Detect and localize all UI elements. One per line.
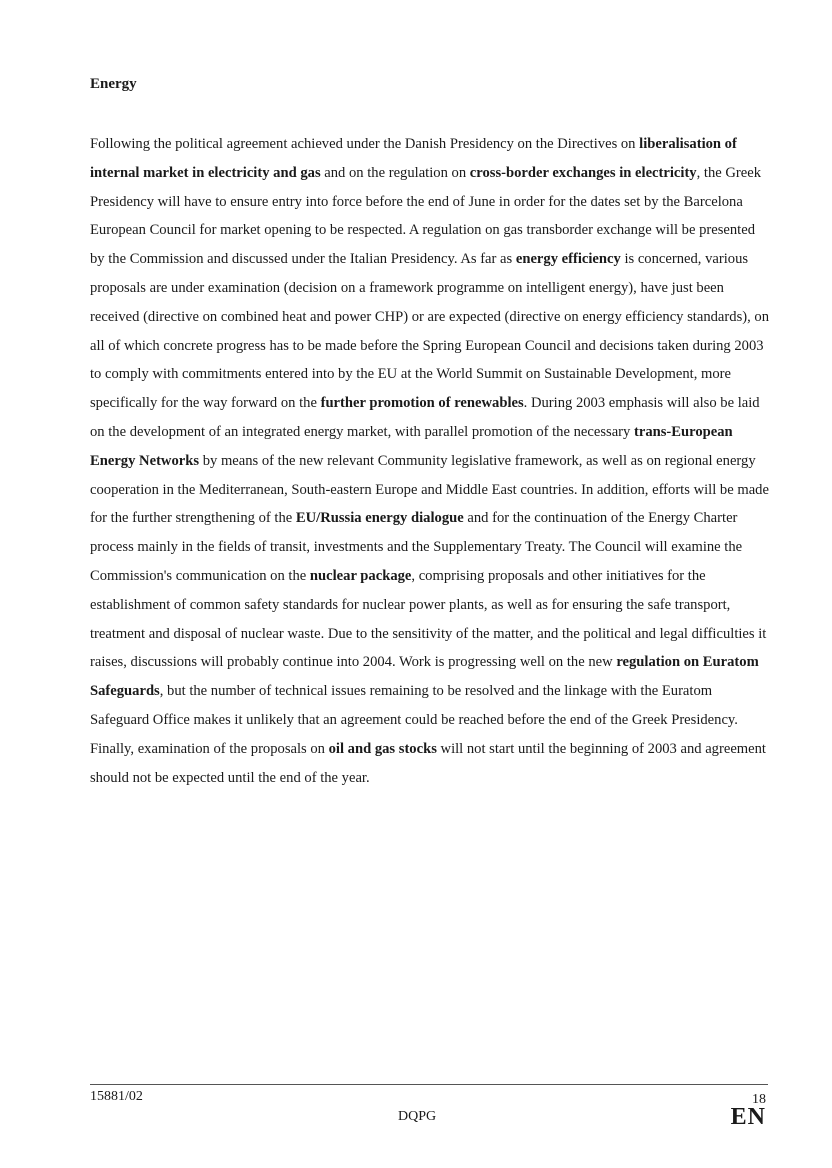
page-number: 18 [752, 1092, 766, 1107]
document-number: 15881/02 [90, 1089, 143, 1104]
text-run: by means of the new relevant Community legislative framework, as well as on regional energy cooperation in the Mediterranean, South-eastern Europe and Middle East countries. In addition, efforts will be made for the further strengthening of the [90, 452, 769, 527]
emphasis-run: liberalisation of internal market in electricity and gas [90, 136, 737, 181]
emphasis-run: nuclear package [309, 567, 412, 584]
text-run: , but the number of technical issues remaining to be resolved and the linkage with the Euratom Safeguard Office makes it unlikely that an agreement could be reached before the end of the Greek Presidency. Finally, examination of the proposals on [90, 683, 738, 757]
language-code: EN [730, 1104, 766, 1130]
emphasis-run: further promotion of renewables [320, 395, 524, 412]
section-heading: Energy [90, 76, 137, 92]
text-run: is concerned, various proposals are under examination (decision on a framework programme on intelligent energy), have just been received (directive on combined heat and power CHP) or are expected (directive on energy efficiency standards), on all of which concrete progress has to be made before the Spring European Council and decisions taken during 2003 to comply with commitments entered into by the EU at the World Summit on Sustainable Development, more specifically for the way forward on the [90, 251, 770, 412]
text-run: will not start until the beginning of 2003 and agreement should not be expected until the end of the year. [90, 740, 766, 786]
emphasis-run: cross-border exchanges in electricity [469, 164, 697, 181]
body-paragraph [90, 130, 770, 792]
text-run: . During 2003 emphasis will also be laid on the development of an integrated energy market, with parallel promotion of the necessary [90, 395, 760, 440]
emphasis-run: energy efficiency [515, 251, 621, 268]
emphasis-run: EU/Russia energy dialogue [295, 510, 464, 527]
text-run: , comprising proposals and other initiatives for the establishment of common safety standards for nuclear power plants, as well as for ensuring the safe transport, treatment and disposal of nuclear waste. Due to the sensitivity of the matter, and the political and legal difficulties it raises, discussions will probably continue into 2004. Work is progressing well on the new [90, 567, 767, 671]
emphasis-run: oil and gas stocks [328, 740, 437, 757]
text-run: Following the political agreement achieved under the Danish Presidency on the Directives on [90, 136, 640, 152]
department-code: DQPG [398, 1109, 437, 1124]
text-run: , the Greek Presidency will have to ensure entry into force before the end of June in order for the dates set by the Barcelona European Council for market opening to be respected. A regulation on gas transborder exchange will be presented by the Commission and discussed under the Italian Presidency. As far as [90, 164, 762, 268]
emphasis-run: regulation on Euratom Safeguards [90, 654, 759, 700]
text-run: and for the continuation of the Energy Charter process mainly in the fields of transit, investments and the Supplementary Treaty. The Council will examine the Commission's communication on the [90, 510, 743, 584]
footer-divider [90, 1084, 768, 1085]
emphasis-run: trans-European Energy Networks [90, 423, 733, 469]
text-run: and on the regulation on [320, 164, 470, 181]
